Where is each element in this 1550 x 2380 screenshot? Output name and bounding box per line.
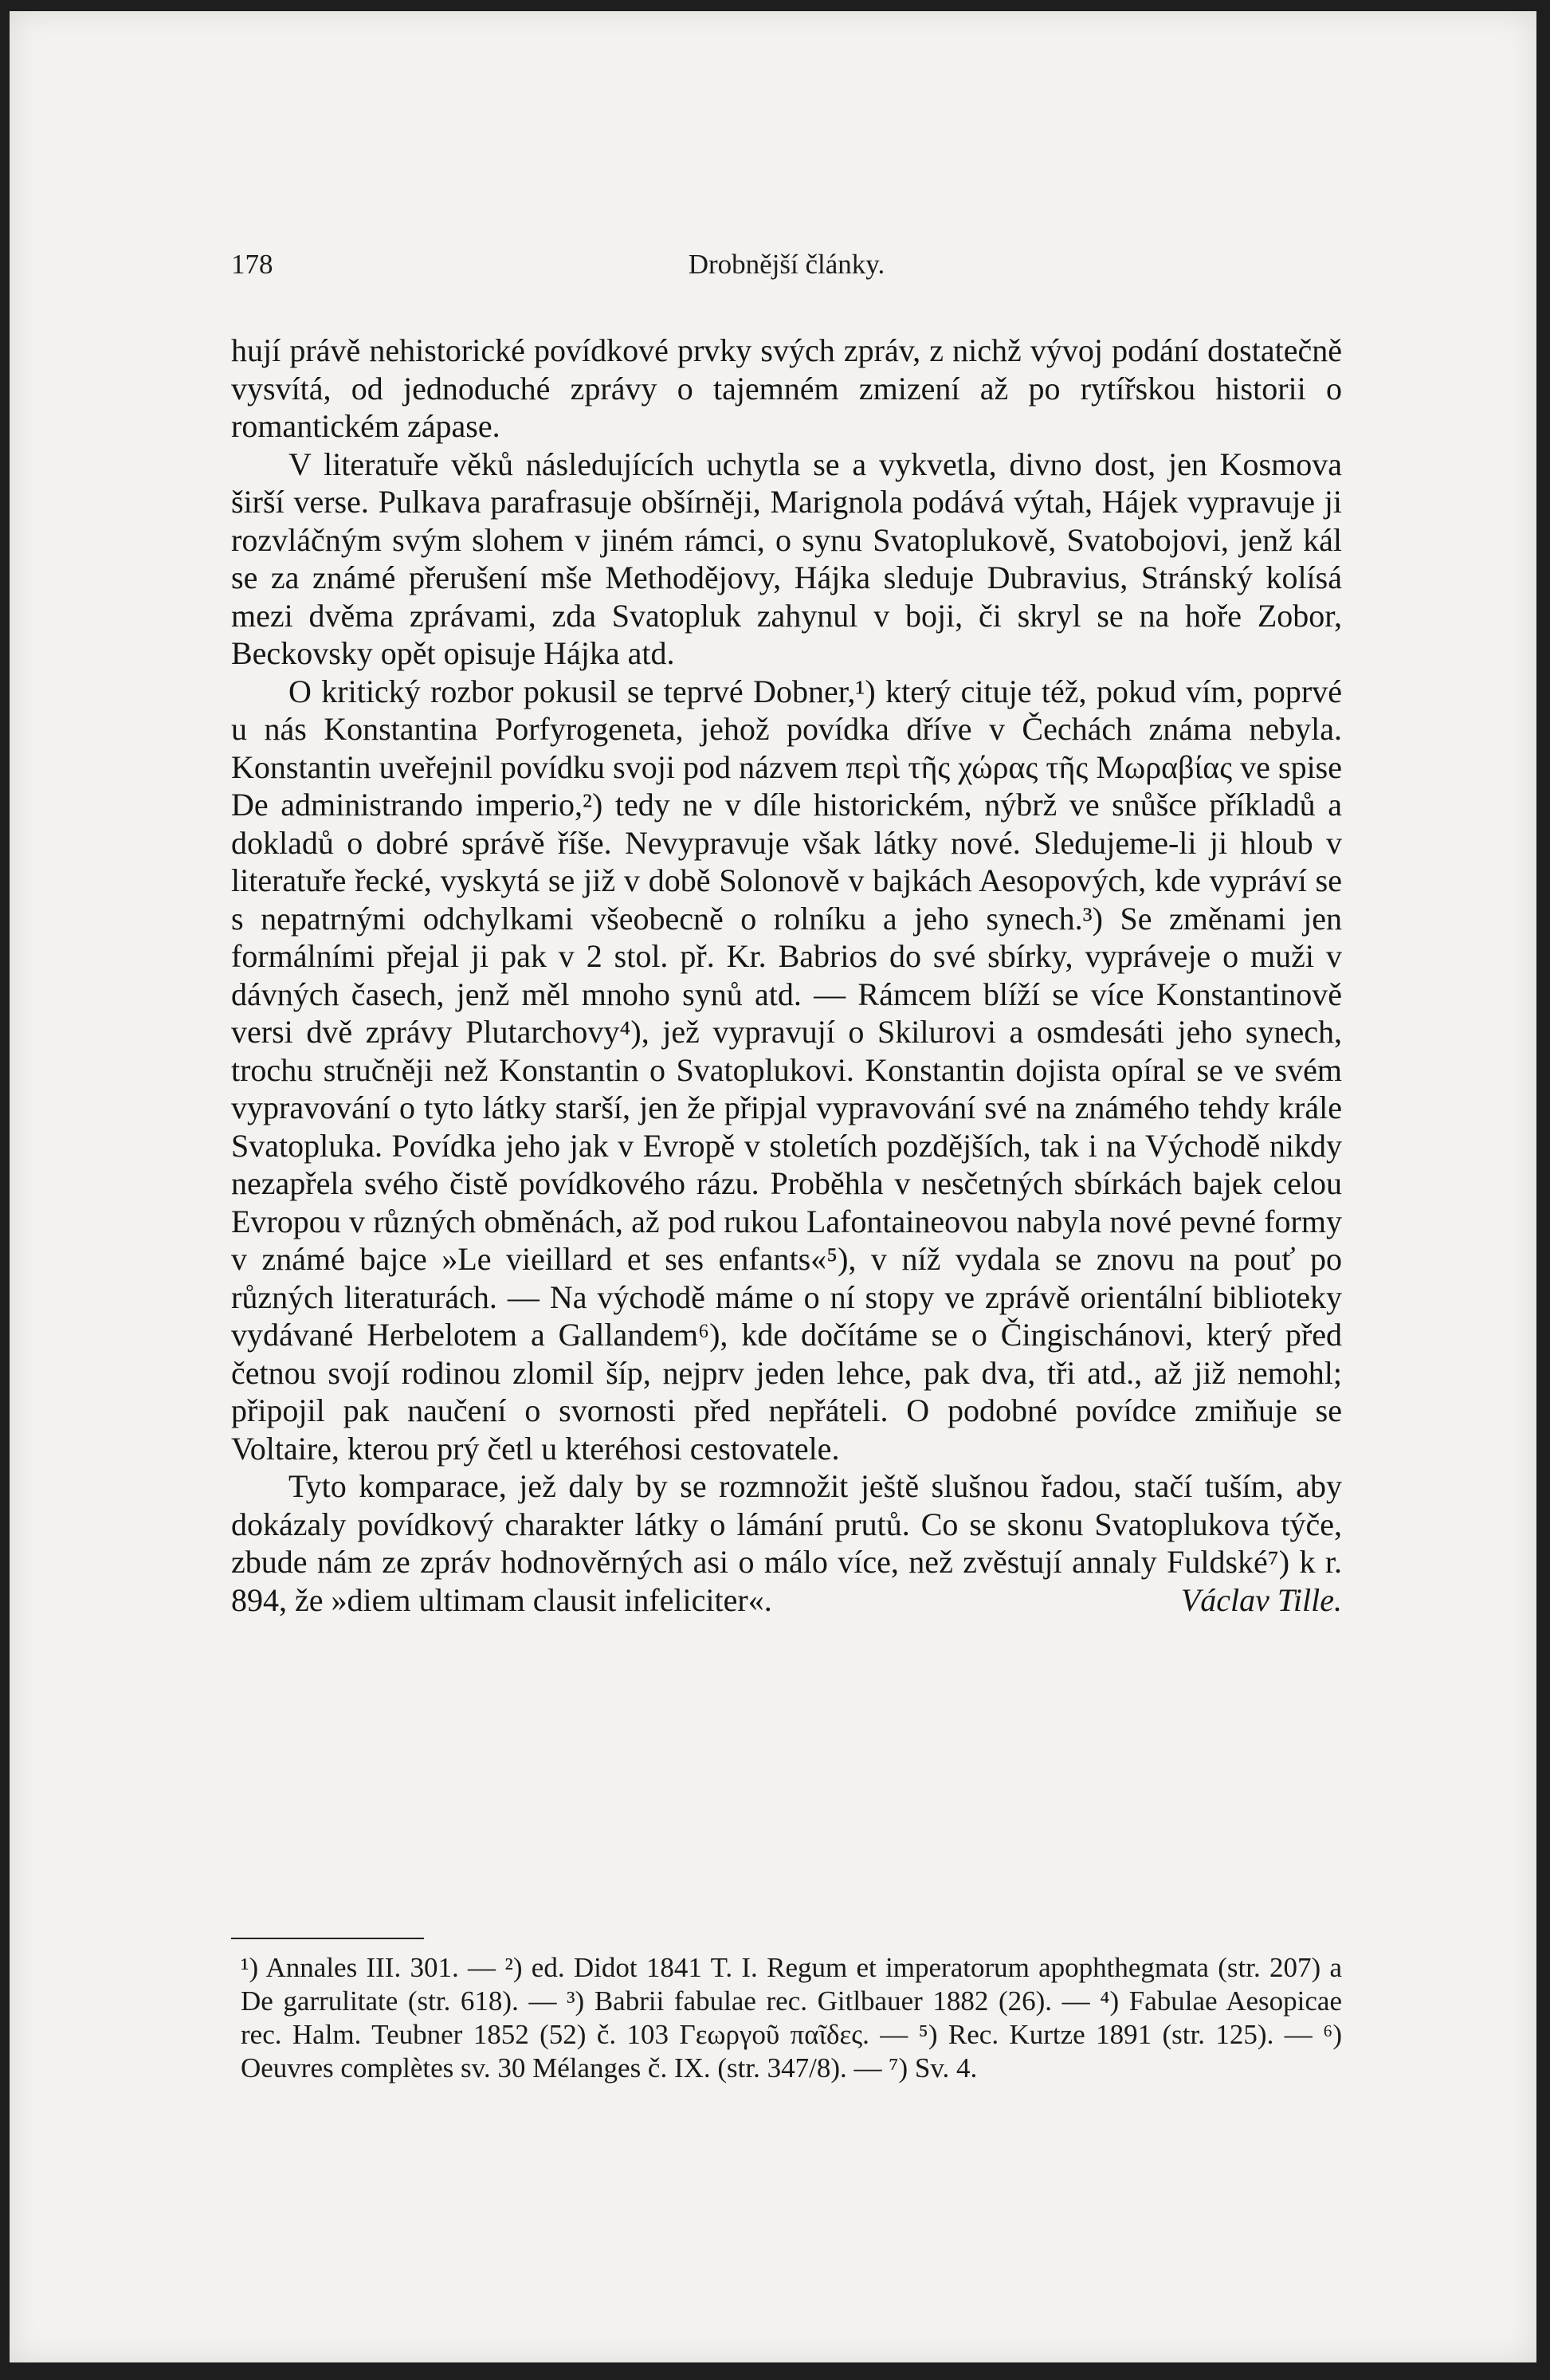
paragraph-3: O kritický rozbor pokusil se teprvé Dobner,¹) který cituje též, pokud vím, poprvé u nás Konstantina Porfyrogeneta, jehož povídka dříve v Čechách známa nebyla. Konstantin uveřejnil povídku svoji pod názvem περὶ τῆς χώρας τῆς Μωραβίας ve spise De administrando imperio,²) tedy ne v díle historickém, nýbrž ve snůšce příkladů a dokladů o dobré správě říše. Nevypravuje však látky nové. Sledujeme-li ji hloub v literatuře řecké, vyskytá se již v době Solonově v bajkách Aesopových, kde vypráví se s nepatrnými odchylkami všeobecně o rolníku a jeho synech.³) Se změnami jen formálními přejal ji pak v 2 stol. př. Kr. Babrios do své sbírky, vypráveje o muži v dávných časech, jenž měl mnoho synů atd. — Rámcem blíží se více Konstantinově versi dvě zprávy Plutarchovy⁴), jež vypravují o Skilurovi a osmdesáti jeho synech, trochu stručněji než Konstantin o Svatoplukovi. Konstantin dojista opíral se ve svém vypravování o tyto látky starší, jen že připjal vypravování své na známého tehdy krále Svatopluka. Povídka jeho jak v Evropě v stoletích pozdějších, tak i na Východě nikdy nezapřela svého čistě povídkového rázu. Proběhla v nesčetných sbírkách bajek celou Evropou v různých obměnách, až pod rukou Lafontaineovou nabyla nové pevné formy v známé bajce »Le vieillard et ses enfants«⁵), v níž vydala se znovu na pouť po různých literaturách. — Na východě máme o ní stopy ve zprávě orientální biblioteky vydávané Herbelotem a Gallandem⁶), kde dočítáme se o Čingischánovi, který před četnou svojí rodinou zlomil šíp, nejprv jeden lehce, pak dva, tři atd., až již nemohl; připojil pak naučení o svornosti před nepřáteli. O podobné povídce zmiňuje se Voltaire, kterou prý četl u kteréhosi cestovatele. [231,673,1342,1467]
paragraph-4 [231,1467,1342,1619]
paragraph-2: V literatuře věků následujících uchytla se a vykvetla, divno dost, jen Kosmova širší verse. Pulkava parafrasuje obšírněji, Marignola podává výtah, Hájek vypravuje ji rozvláčným svým slohem v jiném rámci, o synu Svatoplukově, Svatobojovi, jenž kál se za známé přerušení mše Methodějovy, Hájka sleduje Dubravius, Stránský kolísá mezi dvěma zprávami, zda Svatopluk zahynul v boji, či skryl se na hoře Zobor, Beckovsky opět opisuje Hájka atd. [231,446,1342,671]
paragraph-4-text: Tyto komparace, jež daly by se rozmnožit ještě slušnou řadou, stačí tuším, aby dokázaly povídkový charakter látky o lámání prutů. Co se skonu Svatoplukova týče, zbude nám ze zpráv hodnověrných asi o málo více, než zvěstují annaly Fuldské⁷) k r. 894, že »diem ultimam clausit infeliciter«. [231,1468,1342,1618]
page-number: 178 [231,249,273,280]
footnote-text: ¹) Annales III. 301. — ²) ed. Didot 1841 T. I. Regum et imperatorum apophthegmata (str. 207) a De garrulitate (str. 618). — ³) Babrii fabulae rec. Gitlbauer 1882 (26). — ⁴) Fabulae Aesopicae rec. Halm. Teubner 1852 (52) č. 103 Γεωργοῦ παῖδες. — ⁵) Rec. Kurtze 1891 (str. 125). — ⁶) Oeuvres complètes sv. 30 Mélanges č. IX. (str. 347/8). — ⁷) Sv. 4. [241,1952,1342,2083]
footnote-divider [231,1938,424,1939]
book-page [10,11,1536,2362]
author-signature: Václav Tille. [1180,1581,1342,1618]
article-body [231,332,1342,1619]
paragraph-1: hují právě nehistorické povídkové prvky svých zpráv, z nichž vývoj podání dostatečně vysvítá, od jednoduché zprávy o tajemném zmizení až po rytířskou historii o romantickém zápase. [231,332,1342,444]
running-title: Drobnější články. [688,249,885,280]
footnotes [241,1951,1342,2085]
